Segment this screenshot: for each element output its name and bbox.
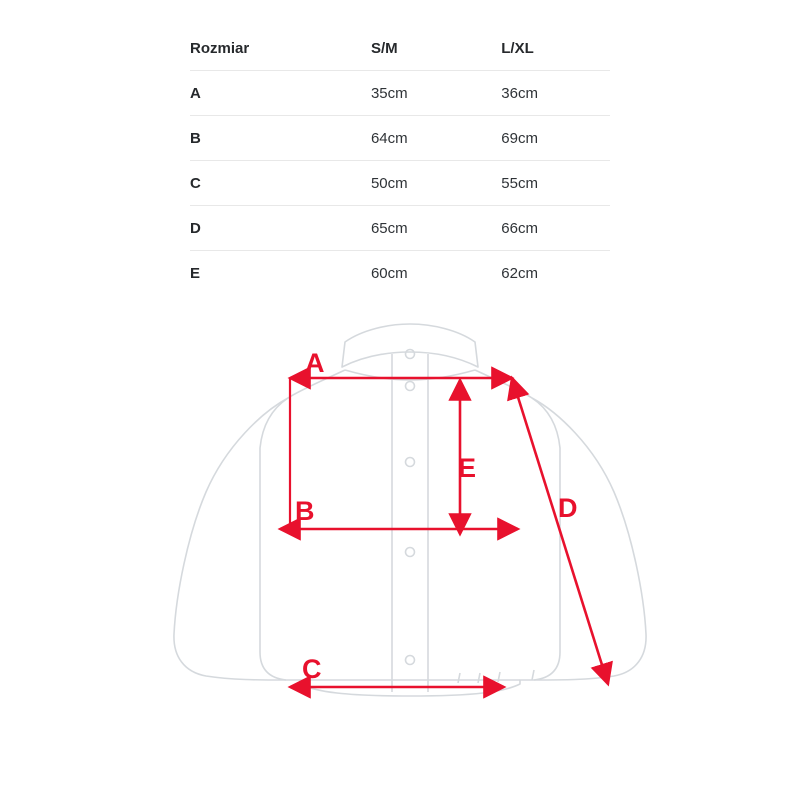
row-label-a: A — [190, 71, 371, 116]
cell-d-lxl: 66cm — [501, 206, 610, 251]
row-label-c: C — [190, 161, 371, 206]
table-row — [190, 251, 610, 296]
table-body — [190, 71, 610, 296]
measure-label-e: E — [458, 453, 477, 483]
cell-e-lxl: 62cm — [501, 264, 538, 282]
cell-a-sm: 35cm — [371, 71, 501, 116]
row-label-b: B — [190, 116, 371, 161]
cell-a-lxl: 36cm — [501, 71, 610, 116]
cell-e-sm: 60cm — [370, 264, 408, 282]
cell-b-lxl: 69cm — [501, 116, 610, 161]
cell-c-sm: 50cm — [371, 161, 501, 206]
cell-d-sm: 65cm — [371, 206, 501, 251]
garment-measurement-diagram — [140, 312, 680, 732]
row-label-e: E — [190, 264, 201, 282]
measure-label-c: C — [302, 654, 322, 684]
cell-c-lxl: 55cm — [501, 161, 610, 206]
column-header-lxl: L/XL — [501, 26, 610, 71]
table-row — [190, 116, 610, 161]
measurement-lines — [280, 378, 608, 687]
size-chart-table — [190, 26, 610, 295]
measure-label-a: A — [305, 348, 325, 378]
column-header-size: Rozmiar — [190, 26, 371, 71]
table-row — [190, 71, 610, 116]
table-header — [190, 26, 610, 71]
table-header-row — [190, 26, 610, 71]
table-row — [190, 161, 610, 206]
table-row — [190, 206, 610, 251]
cell-b-sm: 64cm — [371, 116, 501, 161]
column-header-sm: S/M — [371, 26, 501, 71]
row-label-d: D — [190, 206, 371, 251]
measure-label-b: B — [295, 496, 315, 526]
measure-label-d: D — [558, 493, 578, 523]
